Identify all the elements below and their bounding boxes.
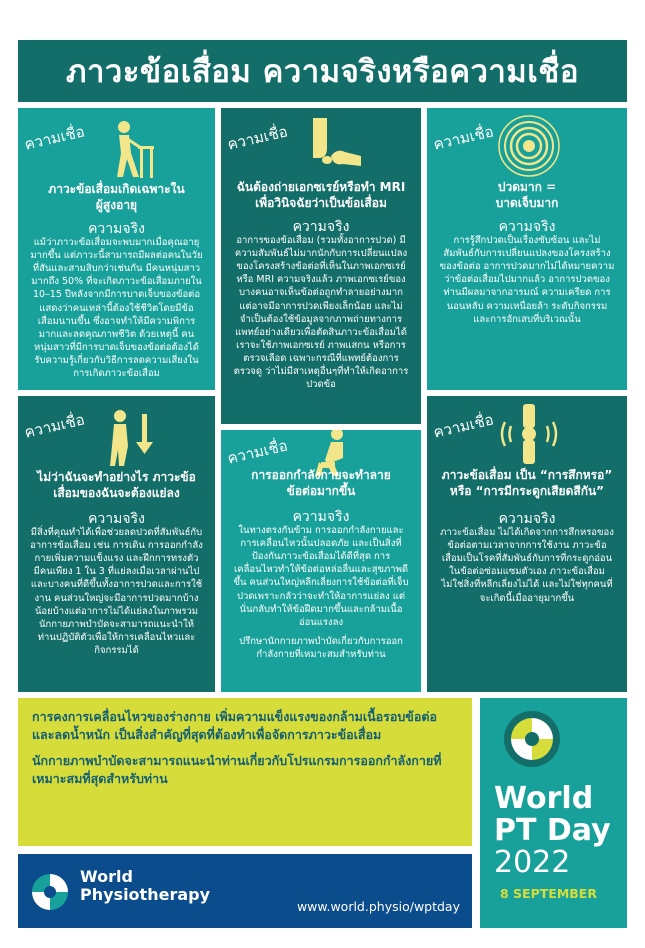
fact-label: ความจริง — [498, 219, 556, 235]
key-message-2: นักกายภาพบำบัดจะสามารถแนะนำท่านเกี่ยวกับโปรแกรมการออกกำลังกายที่เหมาะสมที่สุดสำหรับท่าน — [32, 753, 442, 787]
walker-icon — [102, 118, 160, 180]
fact-label: ความจริง — [292, 219, 350, 235]
fact-label: ความจริง — [498, 511, 556, 527]
myth-tag: ความเชื่อ — [431, 410, 496, 442]
key-message-1: การคงการเคลื่อนไหวของร่างกาย เพิ่มความแข็งแรงของกล้ามเนื้อรอบข้อต่อ และลดน้ำหนัก เป็นสิ่งสำคัญที่สุดที่ต้องทำเพื่อจัดการภาวะข้อเสื่อม — [32, 709, 437, 743]
myth-card-wear-tear — [427, 396, 627, 692]
myth-text: ภาวะข้อเสื่อมเกิดเฉพาะใน ผู้สูงอายุ — [48, 182, 185, 212]
myth-card-worse — [18, 396, 215, 692]
myth-text: ภาวะข้อเสื่อม เป็น “การสึกหรอ” หรือ “การมีกระดูกเสียดสีกัน” — [441, 468, 613, 498]
myth-text: ฉันต้องถ่ายเอกซเรย์หรือทำ MRI เพื่อวินิจฉัยว่าเป็นข้อเสื่อม — [236, 180, 406, 210]
fact-label: ความจริง — [292, 509, 350, 525]
org-name: World Physiotherapy — [80, 867, 211, 905]
world-pt-day-badge — [480, 698, 627, 928]
fact-label: ความจริง — [88, 511, 145, 527]
key-message-box — [18, 698, 472, 846]
fact-text: ภาวะข้อเสื่อม ไม่ได้เกิดจากการสึกหรอของข้อต่อตามเวลาจากการใช้งาน ภาวะข้อเสื่อมเป็นโรคที่สัมพันธ์กับการที่กระดูกอ่อนในข้อต่อซ่อมแซมตัวเอง ภาวะข้อเสื่อมไม่ใช่สิ่งที่หลีกเลี่ยงไม่ได้ และไม่ใช่ทุกคนที่จะเกิดนี้เมื่ออายุมากขึ้น — [440, 527, 614, 604]
myth-text: ปวดมาก = บาดเจ็บมาก — [495, 180, 559, 210]
pain-radiating-icon — [497, 114, 561, 178]
event-year: 2022 — [494, 845, 571, 880]
fact-text: ในทางตรงกันข้าม การออกกำลังกายและการเคลื่อนไหวนั้นปลอดภัย และเป็นสิ่งที่ป้องกันภาวะข้อเสื่อมได้ดีที่สุด การเคลื่อนไหวทำให้ข้อต่อหล่อลื่นและสุขภาพดีขึ้น คนส่วนใหญ่หลีกเลี่ยงการใช้ข้อต่อที่เจ็บปวดเพราะกลัวว่าจะทำให้อาการแย่ลง แต่นั่นกลับทำให้ข้อฝืดมากขึ้นและกล้ามเนื้ออ่อนแรงลง ปรึกษานักกายภาพบำบัดเกี่ยวกับการออกกำลังกายที่เหมาะสมสำหรับท่าน — [233, 525, 409, 660]
fact-text: การรู้สึกปวดเป็นเรื่องซับซ้อน และไม่สัมพันธ์กับการเปลี่ยนแปลงของโครงสร้างของข้อต่อ อาการปวดมากไม่ได้หมายความว่าข้อต่อเสื่อมไปมากแล้ว อาการปวดของท่านมีผลมาจากอารมณ์ ความเครียด การนอนหลับ ความเหนื่อยล้า ระดับกิจกรรม และการอักเสบที่บริเวณนั้น — [439, 235, 615, 325]
header-banner — [18, 40, 627, 102]
org-footer — [18, 854, 472, 928]
fact-label: ความจริง — [88, 221, 145, 237]
myth-card-age — [18, 108, 215, 390]
fact-text: อาการของข้อเสื่อม (รวมทั้งอาการปวด) มีความสัมพันธ์ไม่มากนักกับการเปลี่ยนแปลงของโครงสร้างข้อต่อที่เห็นในภาพเอกซเรย์ หรือ MRI ความจริงแล้ว ภาพเอกซเรย์ของบางคนอาจเห็นข้อต่อถูกทำลายอย่างมาก แต่อาจมีอาการปวดเพียงเล็กน้อย และไม่จำเป็นต้องใช้ข้อมูลจากภาพถ่ายทางการแพทย์อย่างเดียวเพื่อตัดสินภาวะข้อเสื่อมได้ เราจะใช้ภาพเอกซเรย์ ภาพแสกน หรือการตรวจเลือด เฉพาะกรณีที่แพทย์ต้องการตรวจดู ว่าไม่มีสาเหตุอื่นๆที่ทำให้เกิดอาการปวดข้อ — [233, 235, 409, 391]
website-link[interactable]: www.world.physio/wptday — [296, 899, 460, 914]
myth-tag: ความเชื่อ — [225, 122, 290, 154]
fact-text: แม้ว่าภาวะข้อเสื่อมจะพบมากเมื่อคุณอายุมากขึ้น แต่ภาวะนี้สามารถมีผลต่อคนในวัยที่สันและสามสิบกว่าเช่นกัน มีคนหนุ่มสาวมากถึง 50% ที่จะเกิดภาวะข้อเสื่อมภายใน 10–15 ปีหลังจากมีการบาดเจ็บของข้อต่อ แสดงว่าคนเหล่านี้ต้องใช้ชีวิตโดยมีข้อเสื่อมนานขึ้น ซึ่งอาจทำให้มีความพิการมากและลดคุณภาพชีวิต ด้วยเหตุนี้ คนหนุ่มสาวที่มีการบาดเจ็บของข้อต่อต้องได้รับความรู้เกี่ยวกับวิธีการลดความเสี่ยงในการเกิดภาวะข้อเสื่อม — [30, 237, 203, 380]
event-date: 8 SEPTEMBER — [500, 886, 597, 901]
world-pt-day-logo-icon — [503, 710, 561, 768]
knee-joint-icon — [303, 116, 363, 178]
myth-tag: ความเชื่อ — [22, 410, 87, 442]
myth-text: ไม่ว่าฉันจะทำอย่างไร ภาวะข้อ เสื่อมของฉันจะต้องแย่ลง — [37, 470, 196, 500]
knee-pain-icon — [499, 402, 559, 466]
myth-card-exercise — [221, 430, 421, 692]
person-down-arrow-icon — [102, 406, 160, 468]
world-physiotherapy-logo-icon — [28, 870, 72, 914]
myth-tag: ความเชื่อ — [225, 436, 290, 468]
fact-text: มีสิ่งที่คุณทำได้เพื่อช่วยลดปวดที่สัมพันธ์กับอาการข้อเสื่อม เช่น การเดิน การออกกำลังกายเพิ่มความแข็งแรง และฝึกการทรงตัว มีคนเพียง 1 ใน 3 ที่แย่ลงเมื่อเวลาผ่านไป และบางคนที่ดีขึ้นทั้งอาการปวดและการใช้งาน คนส่วนใหญ่จะมีอาการปวดมากบ้างน้อยบ้างแต่อาการไม่ได้แย่ลงในภาพรวมนักกายภาพบำบัดจะสามารถแนะนำให้ท่านปฏิบัติตัวเพื่อให้การเคลื่อนไหวและกิจกรรมได้ — [30, 527, 203, 656]
myth-tag: ความเชื่อ — [431, 122, 496, 154]
myth-card-xray — [221, 108, 421, 424]
myth-card-pain — [427, 108, 627, 390]
event-word-2: PT Day — [494, 813, 611, 848]
event-word-1: World — [494, 781, 594, 816]
page-title: ภาวะข้อเสื่อม ความจริงหรือความเชื่อ — [66, 54, 579, 90]
myth-tag: ความเชื่อ — [22, 122, 87, 154]
myth-text: การออกกำลังกายจะทำลาย ข้อต่อมากขึ้น — [251, 468, 391, 498]
